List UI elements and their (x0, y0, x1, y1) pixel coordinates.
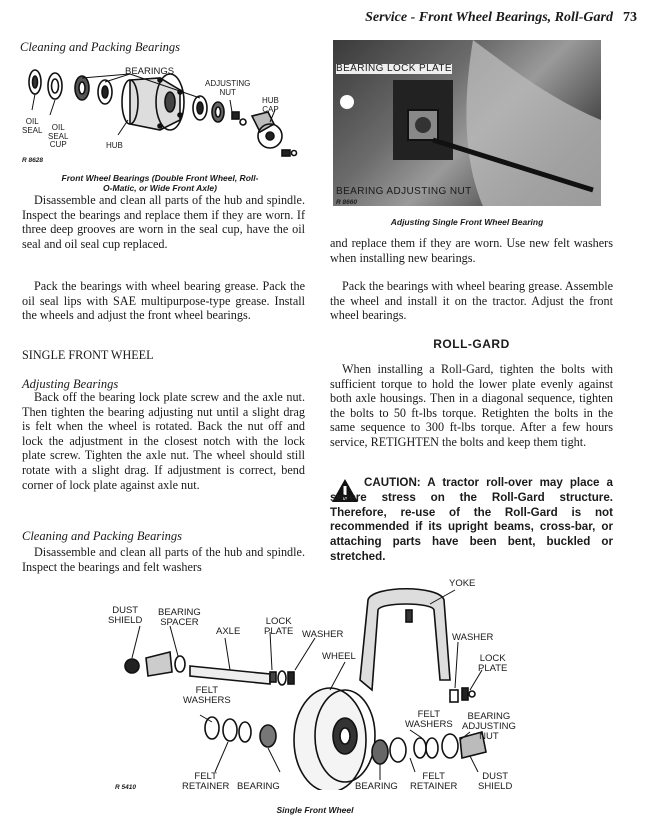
fig3-label-bearing-adjusting-nut: BEARING ADJUSTING NUT (462, 711, 516, 742)
fig3-label-lock-plate: LOCK PLATE (264, 616, 294, 637)
fig3-label-felt-washers-left: FELT WASHERS (183, 685, 231, 706)
fig1-caption: Front Wheel Bearings (Double Front Wheel, Roll-O-Matic, or Wide Front Axle) (61, 173, 259, 193)
roll-gard-heading: ROLL-GARD (433, 337, 510, 351)
fig1-label-oil-seal-cup: OIL SEAL CUP (48, 123, 69, 149)
fig1-section-title: Cleaning and Packing Bearings (20, 40, 181, 54)
left-paragraph-2: Pack the bearings with wheel bearing grease. Pack the oil seal lips with SAE multipurpose-type grease. Install the wheels and adjust the front wheel bearings. (22, 279, 305, 323)
fig3-label-wheel: WHEEL (322, 651, 356, 662)
page-header (365, 10, 637, 26)
fig3-label-felt-retainer-right: FELT RETAINER (410, 771, 458, 792)
left-paragraph-4: Disassemble and clean all parts of the hub and spindle. Inspect the bearings and felt washers (22, 545, 305, 574)
fig1-label-hub: HUB (106, 141, 123, 150)
fig1-label-bearings: BEARINGS (125, 66, 175, 77)
fig3-label-washer-right: WASHER (452, 632, 494, 643)
fig3-label-bearing-spacer: BEARING SPACER (158, 607, 201, 628)
fig3-label-washer-left: WASHER (302, 629, 344, 640)
single-front-wheel-heading: SINGLE FRONT WHEEL (22, 348, 154, 362)
fig3-label-dust-shield: DUST SHIELD (108, 605, 143, 626)
caution-paragraph: CAUTION: A tractor roll-over may place a severe stress on the Roll-Gard structure. Therefore, re-use of the Roll-Gard is not recommended if its upright beams, cross-bar, or attaching parts have been bent, buckled or stretched. (330, 476, 613, 563)
right-paragraph-2: Pack the bearings with wheel bearing grease. Assemble the wheel and install it on the tractor. Adjust the front wheel bearings. (330, 279, 613, 323)
fig2-ref: R 8660 (336, 199, 357, 206)
right-paragraph-1: and replace them if they are worn. Use new felt washers when installing new bearings. (330, 236, 613, 265)
left-paragraph-1: Disassemble and clean all parts of the hub and spindle. Inspect the bearings and replace them if they are worn. If three deep grooves are worn in the seal cup, have the oil seal and oil seal cup replaced. (22, 193, 305, 251)
fig3-label-felt-retainer-left: FELT RETAINER (182, 771, 230, 792)
cleaning-packing-subheading: Cleaning and Packing Bearings (22, 529, 183, 543)
fig3-label-felt-washers-right: FELT WASHERS (405, 709, 453, 730)
fig3-label-lock-plate-right: LOCK PLATE (478, 653, 508, 674)
fig3-caption: Single Front Wheel (276, 805, 354, 815)
fig3-label-dust-shield-right: DUST SHIELD (478, 771, 513, 792)
fig2-label-lock-plate: BEARING LOCK PLATE (336, 63, 452, 74)
fig2-label-adjusting-nut: BEARING ADJUSTING NUT (336, 186, 472, 197)
fig1-label-oil-seal: OIL SEAL (22, 117, 43, 135)
fig3-ref: R 5410 (115, 784, 136, 791)
header-title: Service - Front Wheel Bearings, Roll-Gard (365, 10, 613, 25)
fig1-ref: R 8628 (22, 157, 43, 164)
fig3-label-axle: AXLE (216, 626, 241, 637)
left-paragraph-3: Back off the bearing lock plate screw and the axle nut. Then tighten the bearing adjusting nut until a slight drag is felt when the wheel is rotated. Back the nut off and lock the adjustment in the closest notch with the lock plate screw. Tighten the axle nut. The wheel should still rotate with a slight drag. If adjustment is correct, bend corner of lock plate against axle nut. (22, 390, 305, 492)
adjusting-bearings-subheading: Adjusting Bearings (22, 377, 119, 391)
fig3-label-bearing-right: BEARING (355, 781, 398, 792)
fig3-label-bearing-left: BEARING (237, 781, 280, 792)
fig2-caption: Adjusting Single Front Wheel Bearing (390, 217, 544, 227)
fig3-label-yoke: YOKE (449, 578, 476, 589)
right-paragraph-3: When installing a Roll-Gard, tighten the bolts with sufficient torque to hold the lower plate evenly against both axle housings. Then in a diagonal sequence, tighten the bolts to 50 ft-lbs torque. Retighten the bolts in the same sequence to 300 ft-lbs torque. After a few hours service, RETIGHTEN the bolts and keep them tight. (330, 362, 613, 449)
fig1-label-hub-cap: HUB CAP (262, 96, 279, 114)
fig1-label-adjusting-nut: ADJUSTING NUT (205, 79, 251, 97)
page-number: 73 (623, 10, 637, 25)
